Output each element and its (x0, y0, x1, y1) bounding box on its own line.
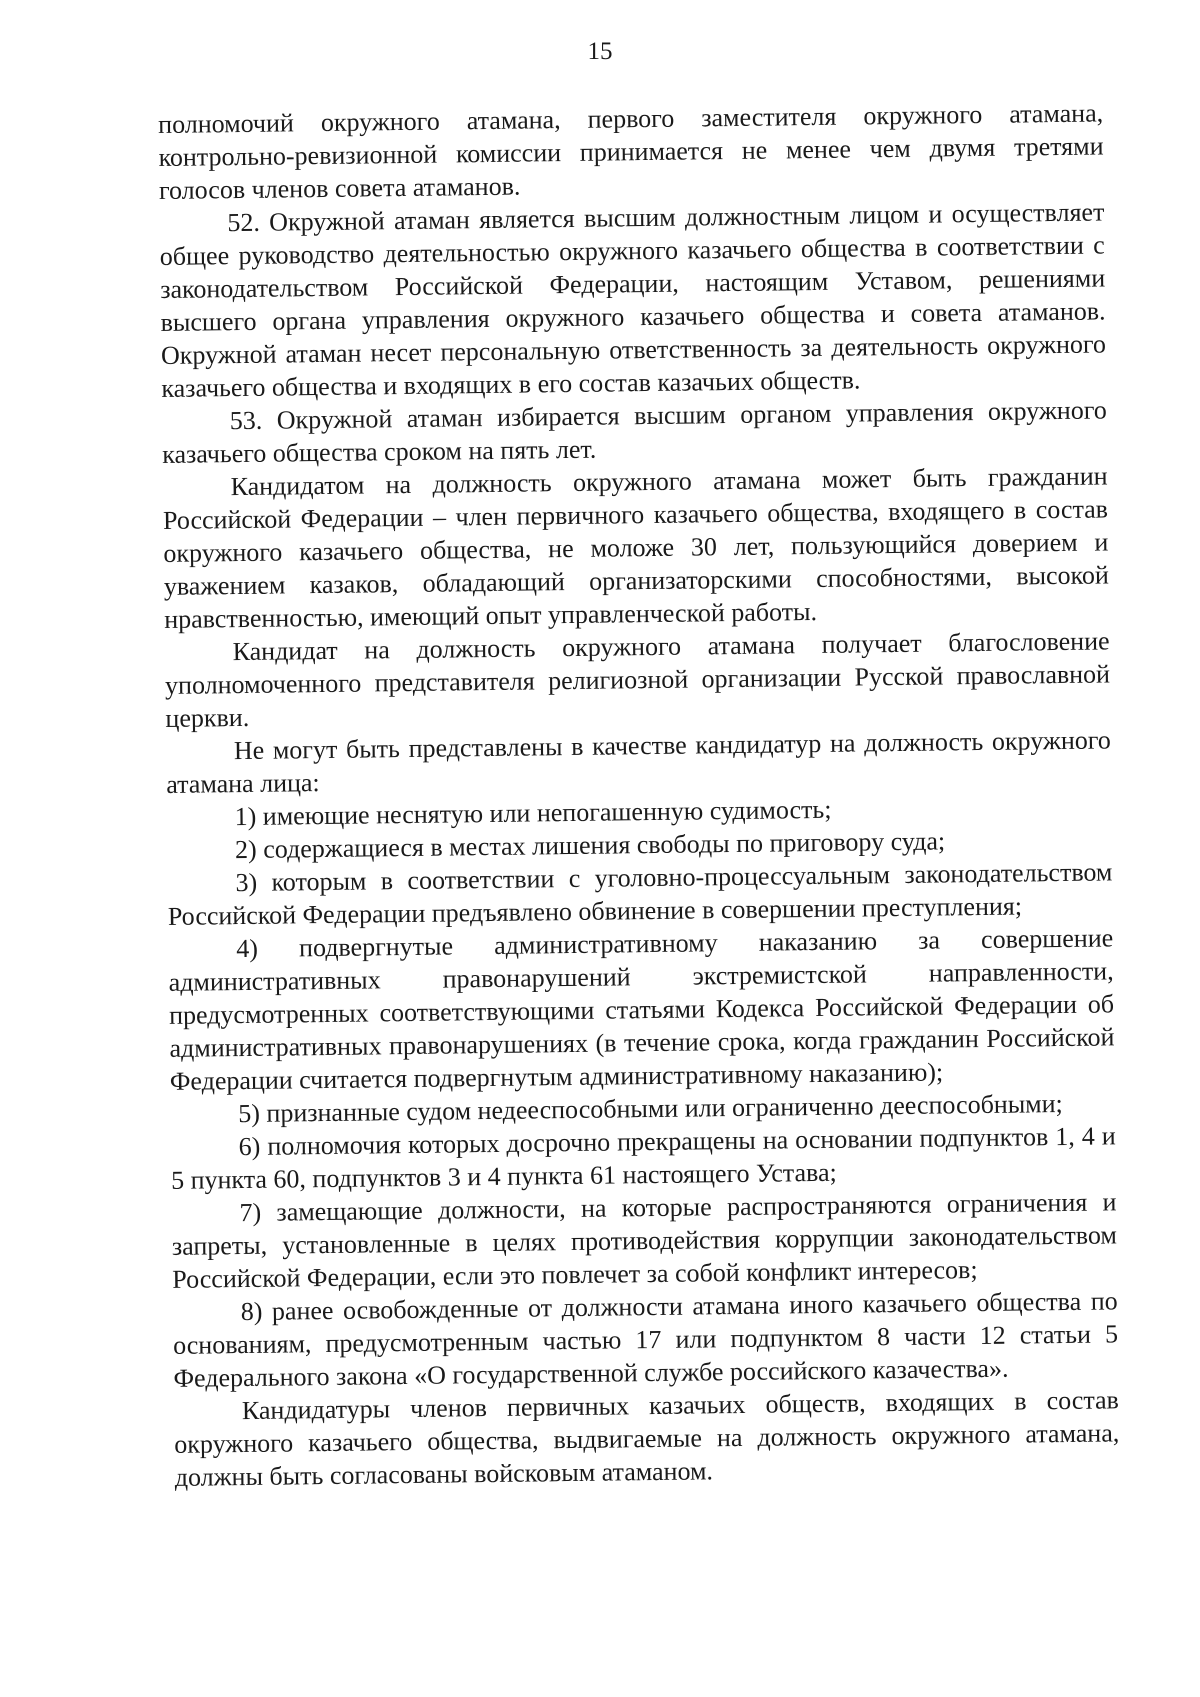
paragraph-item-53: 53. Окружной атаман избирается высшим органом управления окружного казачьего общества сроком на пять лет. (162, 395, 1107, 469)
list-item: 3) которым в соответствии с уголовно-процессуальным законодательством Российской Федерации предъявлено обвинение в совершении преступления; (167, 857, 1113, 931)
paragraph-continuation: полномочий окружного атамана, первого заместителя окружного атамана, контрольно-ревизионной комиссии принимается не менее чем двумя третями голосов членов совета атаманов. (158, 98, 1104, 205)
paragraph-blessing: Кандидат на должность окружного атамана получает благословение уполномоченного представителя религиозной организации Русской православной церкви. (164, 626, 1111, 733)
paragraph-approval: Кандидатуры членов первичных казачьих обществ, входящих в состав окружного казачьего общества, выдвигаемые на должность окружного атамана, должны быть согласованы войсковым атаманом. (174, 1385, 1120, 1492)
list-item: 6) полномочия которых досрочно прекращены на основании подпунктов 1, 4 и 5 пункта 60, подпунктов 3 и 4 пункта 61 настоящего Устава; (170, 1121, 1116, 1195)
paragraph-exclusions-intro: Не могут быть представлены в качестве кандидатур на должность окружного атамана лица: (166, 725, 1111, 799)
list-item: 4) подвергнутые административному наказанию за совершение административных правонарушений экстремистской направленности, предусмотренных соответствующими статьями Кодекса Российской Федерации об административных правонарушениях (в течение срока, когда гражданин Российской Федерации считается подвергнутым административному наказанию); (168, 923, 1115, 1096)
list-item: 8) ранее освобожденные от должности атамана иного казачьего общества по основаниям, предусмотренным частью 17 или подпунктом 8 части 12 статьи 5 Федерального закона «О государственной службе российского казачества». (172, 1286, 1119, 1393)
paragraph-candidate-requirements: Кандидатом на должность окружного атамана может быть гражданин Российской Федерации – член первичного казачьего общества, входящего в состав окружного казачьего общества, не моложе 30 лет, пользующийся доверием и уважением казаков, обладающий организаторскими способностями, высокой нравственностью, имеющий опыт управленческой работы. (162, 461, 1109, 634)
paragraph-item-52: 52. Окружной атаман является высшим должностным лицом и осуществляет общее руководство деятельностью окружного казачьего общества в соответствии с законодательством Российской Федерации, настоящим Уставом, решениями высшего органа управления окружного казачьего общества и совета атаманов. Окружной атаман несет персональную ответственность за деятельность окружного казачьего общества и входящих в его состав казачьих обществ. (159, 197, 1107, 403)
list-item: 1) имеющие неснятую или непогашенную судимость; (234, 794, 832, 832)
document-body (158, 96, 1120, 1493)
list-item: 2) содержащиеся в местах лишения свободы по приговору суда; (234, 826, 946, 865)
list-item: 5) признанные судом недееспособными или ограниченно дееспособными; (238, 1089, 1063, 1129)
list-item: 7) замещающие должности, на которые распространяются ограничения и запреты, установленные в целях противодействия коррупции законодательством Российской Федерации, если это повлечет за собой конфликт интересов; (171, 1187, 1118, 1294)
page-number: 15 (587, 38, 613, 65)
